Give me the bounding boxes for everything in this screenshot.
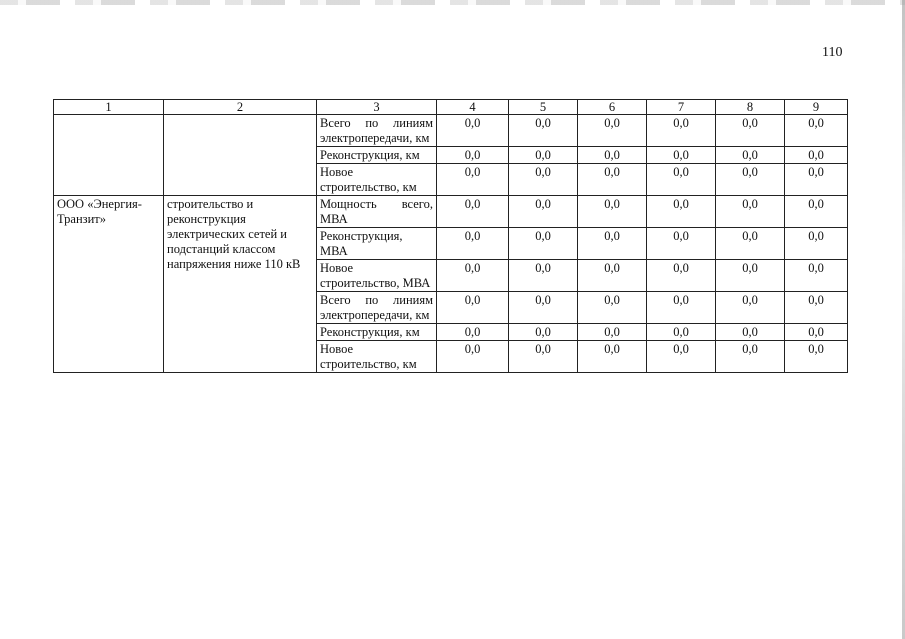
value-cell: 0,0 bbox=[578, 147, 647, 164]
table-row bbox=[54, 115, 848, 147]
value-cell: 0,0 bbox=[785, 164, 848, 196]
value-cell: 0,0 bbox=[437, 147, 509, 164]
value-cell: 0,0 bbox=[437, 324, 509, 341]
value-cell: 0,0 bbox=[785, 341, 848, 373]
value-cell: 0,0 bbox=[578, 196, 647, 228]
indicator-cell: Реконструкция, км bbox=[317, 324, 437, 341]
value-cell: 0,0 bbox=[647, 341, 716, 373]
value-cell: 0,0 bbox=[578, 164, 647, 196]
activity-cell-empty bbox=[164, 115, 317, 196]
indicator-cell: Новое строительство, км bbox=[317, 164, 437, 196]
value-cell: 0,0 bbox=[509, 228, 578, 260]
value-cell: 0,0 bbox=[785, 324, 848, 341]
value-cell: 0,0 bbox=[716, 196, 785, 228]
indicator-cell: Новое строительство, МВА bbox=[317, 260, 437, 292]
value-cell: 0,0 bbox=[437, 228, 509, 260]
value-cell: 0,0 bbox=[785, 292, 848, 324]
value-cell: 0,0 bbox=[509, 196, 578, 228]
value-cell: 0,0 bbox=[437, 341, 509, 373]
value-cell: 0,0 bbox=[437, 292, 509, 324]
value-cell: 0,0 bbox=[647, 115, 716, 147]
value-cell: 0,0 bbox=[509, 164, 578, 196]
value-cell: 0,0 bbox=[785, 115, 848, 147]
value-cell: 0,0 bbox=[647, 164, 716, 196]
org-name-cell: ООО «Энергия-Транзит» bbox=[54, 196, 164, 373]
indicator-cell: Реконструкция, МВА bbox=[317, 228, 437, 260]
value-cell: 0,0 bbox=[509, 324, 578, 341]
value-cell: 0,0 bbox=[578, 115, 647, 147]
page-number: 110 bbox=[822, 45, 843, 60]
value-cell: 0,0 bbox=[578, 341, 647, 373]
value-cell: 0,0 bbox=[716, 324, 785, 341]
value-cell: 0,0 bbox=[716, 292, 785, 324]
value-cell: 0,0 bbox=[785, 147, 848, 164]
value-cell: 0,0 bbox=[509, 260, 578, 292]
header-cell: 3 bbox=[317, 100, 437, 115]
header-cell: 4 bbox=[437, 100, 509, 115]
value-cell: 0,0 bbox=[647, 147, 716, 164]
value-cell: 0,0 bbox=[578, 324, 647, 341]
header-cell: 1 bbox=[54, 100, 164, 115]
value-cell: 0,0 bbox=[509, 147, 578, 164]
value-cell: 0,0 bbox=[716, 115, 785, 147]
indicator-cell: Мощность всего, МВА bbox=[317, 196, 437, 228]
value-cell: 0,0 bbox=[578, 228, 647, 260]
header-row bbox=[54, 100, 848, 115]
header-cell: 8 bbox=[716, 100, 785, 115]
indicator-cell: Новое строительство, км bbox=[317, 341, 437, 373]
value-cell: 0,0 bbox=[647, 196, 716, 228]
value-cell: 0,0 bbox=[437, 115, 509, 147]
header-cell: 5 bbox=[509, 100, 578, 115]
value-cell: 0,0 bbox=[716, 341, 785, 373]
value-cell: 0,0 bbox=[716, 147, 785, 164]
data-table bbox=[53, 99, 848, 373]
value-cell: 0,0 bbox=[716, 228, 785, 260]
value-cell: 0,0 bbox=[509, 115, 578, 147]
value-cell: 0,0 bbox=[647, 292, 716, 324]
value-cell: 0,0 bbox=[578, 292, 647, 324]
value-cell: 0,0 bbox=[647, 324, 716, 341]
value-cell: 0,0 bbox=[437, 260, 509, 292]
org-cell-empty bbox=[54, 115, 164, 196]
value-cell: 0,0 bbox=[509, 341, 578, 373]
header-cell: 6 bbox=[578, 100, 647, 115]
indicator-cell: Всего по линиям электропередачи, км bbox=[317, 292, 437, 324]
header-cell: 2 bbox=[164, 100, 317, 115]
indicator-cell: Реконструкция, км bbox=[317, 147, 437, 164]
value-cell: 0,0 bbox=[578, 260, 647, 292]
scan-top-edge bbox=[0, 0, 905, 5]
value-cell: 0,0 bbox=[437, 164, 509, 196]
table-row bbox=[54, 196, 848, 228]
value-cell: 0,0 bbox=[509, 292, 578, 324]
indicator-cell: Всего по линиям электропередачи, км bbox=[317, 115, 437, 147]
value-cell: 0,0 bbox=[647, 260, 716, 292]
activity-cell: строительство и реконструкция электрических сетей и подстанций классом напряжения ниже 110 кВ bbox=[164, 196, 317, 373]
value-cell: 0,0 bbox=[647, 228, 716, 260]
value-cell: 0,0 bbox=[437, 196, 509, 228]
header-cell: 7 bbox=[647, 100, 716, 115]
value-cell: 0,0 bbox=[716, 260, 785, 292]
value-cell: 0,0 bbox=[785, 196, 848, 228]
value-cell: 0,0 bbox=[785, 228, 848, 260]
value-cell: 0,0 bbox=[716, 164, 785, 196]
header-cell: 9 bbox=[785, 100, 848, 115]
value-cell: 0,0 bbox=[785, 260, 848, 292]
